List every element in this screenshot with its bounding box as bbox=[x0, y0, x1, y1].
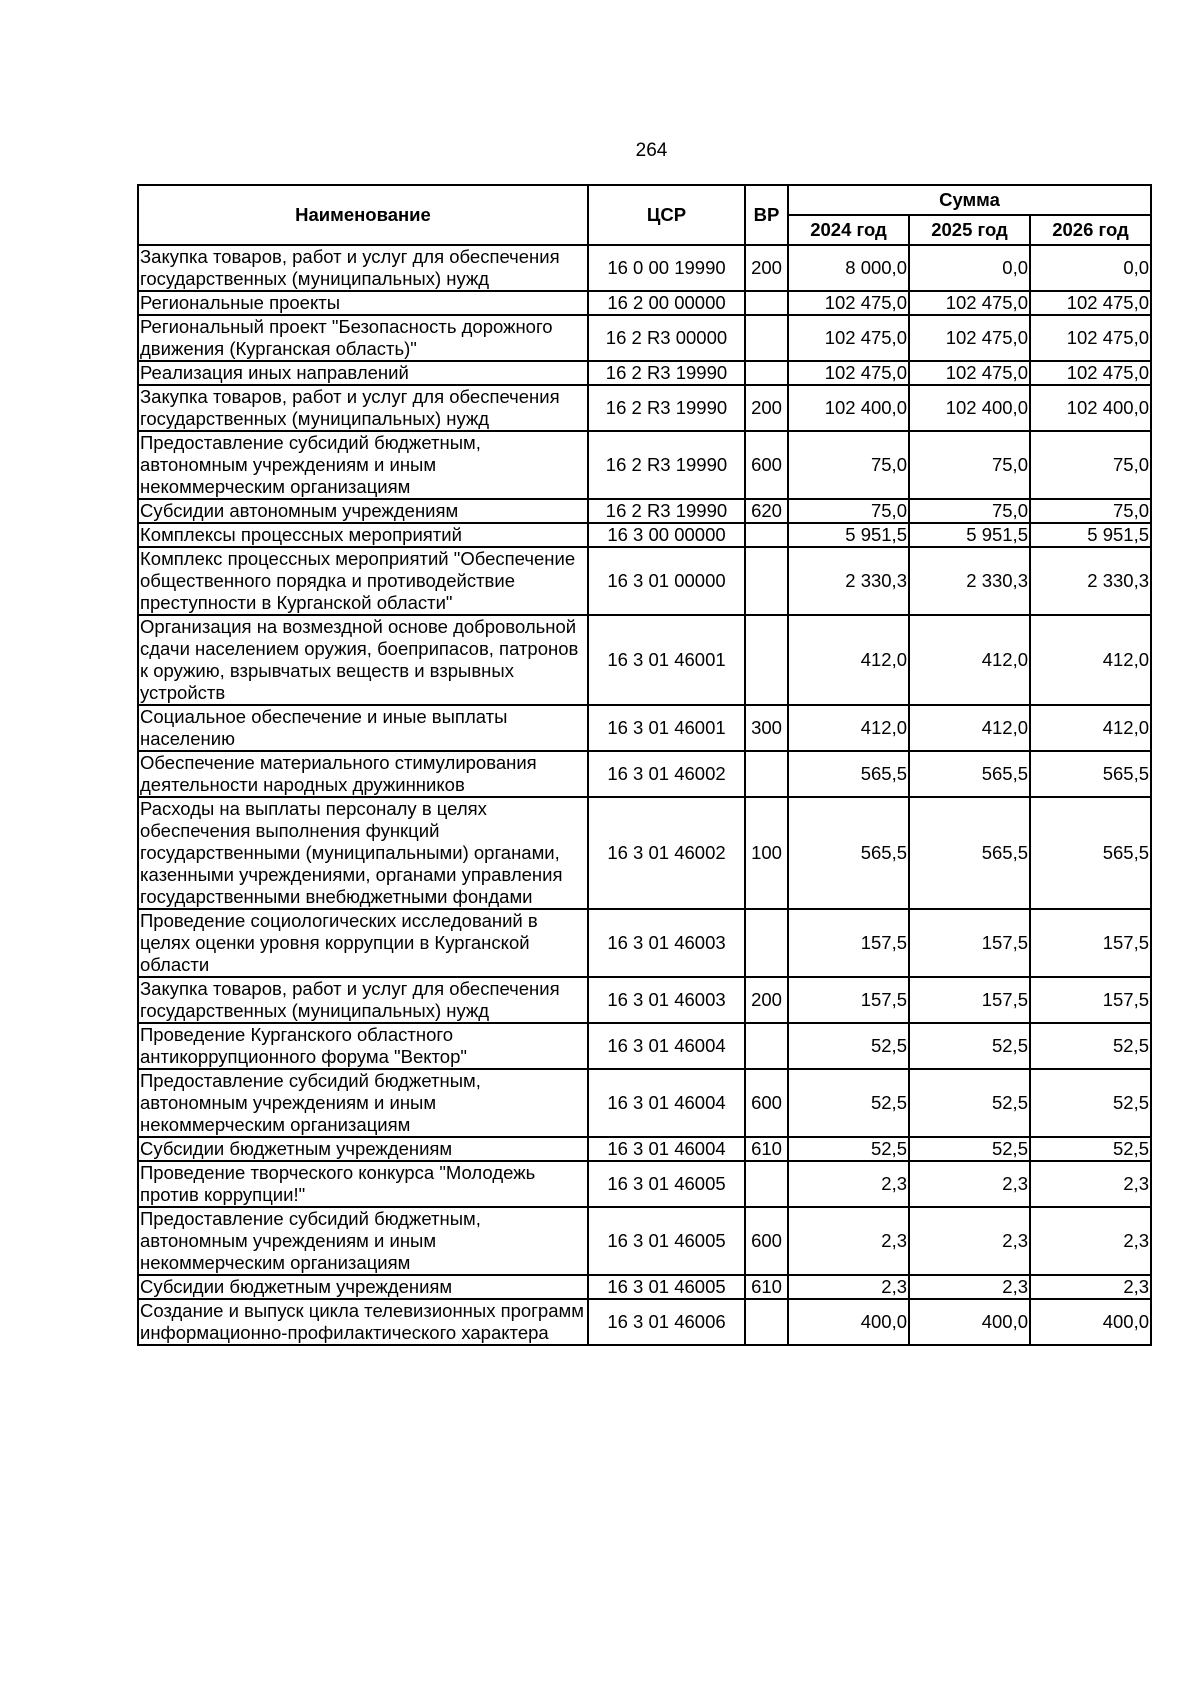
table-row bbox=[138, 705, 1151, 751]
row-2026-cell: 2,3 bbox=[1030, 1207, 1151, 1275]
row-csr-cell: 16 2 R3 19990 bbox=[588, 499, 745, 523]
row-2026-cell: 75,0 bbox=[1030, 431, 1151, 499]
row-vr-cell bbox=[745, 315, 788, 361]
row-name-cell: Закупка товаров, работ и услуг для обеспечения государственных (муниципальных) нужд bbox=[138, 977, 588, 1023]
row-vr-cell: 300 bbox=[745, 705, 788, 751]
row-2026-cell: 565,5 bbox=[1030, 751, 1151, 797]
table-row bbox=[138, 1069, 1151, 1137]
row-2025-cell: 400,0 bbox=[909, 1299, 1030, 1345]
table-row bbox=[138, 909, 1151, 977]
row-2024-cell: 5 951,5 bbox=[788, 523, 909, 547]
row-2024-cell: 157,5 bbox=[788, 977, 909, 1023]
row-2025-cell: 5 951,5 bbox=[909, 523, 1030, 547]
table-row bbox=[138, 291, 1151, 315]
row-name-cell: Комплексы процессных мероприятий bbox=[138, 523, 588, 547]
row-2025-cell: 2,3 bbox=[909, 1275, 1030, 1299]
row-2025-cell: 102 475,0 bbox=[909, 315, 1030, 361]
row-2024-cell: 102 475,0 bbox=[788, 291, 909, 315]
row-vr-cell bbox=[745, 751, 788, 797]
row-csr-cell: 16 3 01 46001 bbox=[588, 705, 745, 751]
table-row bbox=[138, 797, 1151, 909]
row-2024-cell: 412,0 bbox=[788, 705, 909, 751]
budget-table bbox=[137, 184, 1152, 1346]
row-2024-cell: 102 400,0 bbox=[788, 385, 909, 431]
row-2025-cell: 75,0 bbox=[909, 431, 1030, 499]
table-row bbox=[138, 1023, 1151, 1069]
row-2026-cell: 75,0 bbox=[1030, 499, 1151, 523]
row-2024-cell: 52,5 bbox=[788, 1137, 909, 1161]
page-number: 264 bbox=[635, 140, 668, 161]
row-2026-cell: 412,0 bbox=[1030, 705, 1151, 751]
row-name-cell: Организация на возмездной основе добровольной сдачи населением оружия, боеприпасов, патронов к оружию, взрывчатых веществ и взрывных устройств bbox=[138, 615, 588, 705]
row-vr-cell: 610 bbox=[745, 1275, 788, 1299]
row-2025-cell: 102 400,0 bbox=[909, 385, 1030, 431]
row-name-cell: Социальное обеспечение и иные выплаты населению bbox=[138, 705, 588, 751]
table-row bbox=[138, 1275, 1151, 1299]
row-csr-cell: 16 3 01 46002 bbox=[588, 751, 745, 797]
row-vr-cell: 620 bbox=[745, 499, 788, 523]
row-name-cell: Обеспечение материального стимулирования деятельности народных дружинников bbox=[138, 751, 588, 797]
row-csr-cell: 16 3 01 46003 bbox=[588, 977, 745, 1023]
row-csr-cell: 16 2 R3 19990 bbox=[588, 361, 745, 385]
row-2024-cell: 412,0 bbox=[788, 615, 909, 705]
table-row bbox=[138, 245, 1151, 291]
row-2024-cell: 565,5 bbox=[788, 797, 909, 909]
row-2026-cell: 102 475,0 bbox=[1030, 361, 1151, 385]
row-2026-cell: 52,5 bbox=[1030, 1137, 1151, 1161]
row-2025-cell: 2,3 bbox=[909, 1161, 1030, 1207]
row-csr-cell: 16 2 R3 00000 bbox=[588, 315, 745, 361]
row-2024-cell: 102 475,0 bbox=[788, 361, 909, 385]
row-name-cell: Проведение творческого конкурса "Молодежь против коррупции!" bbox=[138, 1161, 588, 1207]
header-name: Наименование bbox=[138, 185, 588, 245]
row-2026-cell: 2 330,3 bbox=[1030, 547, 1151, 615]
row-vr-cell bbox=[745, 361, 788, 385]
table-row bbox=[138, 499, 1151, 523]
row-name-cell: Предоставление субсидий бюджетным, автономным учреждениям и иным некоммерческим организациям bbox=[138, 1207, 588, 1275]
row-2024-cell: 2 330,3 bbox=[788, 547, 909, 615]
row-2026-cell: 412,0 bbox=[1030, 615, 1151, 705]
row-2026-cell: 157,5 bbox=[1030, 977, 1151, 1023]
row-vr-cell: 600 bbox=[745, 1069, 788, 1137]
row-2025-cell: 102 475,0 bbox=[909, 291, 1030, 315]
row-2026-cell: 157,5 bbox=[1030, 909, 1151, 977]
row-2024-cell: 400,0 bbox=[788, 1299, 909, 1345]
row-csr-cell: 16 2 R3 19990 bbox=[588, 431, 745, 499]
row-csr-cell: 16 3 01 46001 bbox=[588, 615, 745, 705]
table-body bbox=[138, 245, 1151, 1345]
row-2025-cell: 157,5 bbox=[909, 909, 1030, 977]
row-name-cell: Субсидии бюджетным учреждениям bbox=[138, 1275, 588, 1299]
row-2024-cell: 8 000,0 bbox=[788, 245, 909, 291]
row-vr-cell: 200 bbox=[745, 245, 788, 291]
row-2025-cell: 2 330,3 bbox=[909, 547, 1030, 615]
row-name-cell: Расходы на выплаты персоналу в целях обеспечения выполнения функций государственными (муниципальными) органами, казенными учреждениями, органами управления государственными внебюджетными фондами bbox=[138, 797, 588, 909]
row-2026-cell: 400,0 bbox=[1030, 1299, 1151, 1345]
row-vr-cell bbox=[745, 547, 788, 615]
row-2025-cell: 75,0 bbox=[909, 499, 1030, 523]
row-2024-cell: 565,5 bbox=[788, 751, 909, 797]
header-csr: ЦСР bbox=[588, 185, 745, 245]
row-2024-cell: 102 475,0 bbox=[788, 315, 909, 361]
row-2024-cell: 52,5 bbox=[788, 1069, 909, 1137]
row-name-cell: Закупка товаров, работ и услуг для обеспечения государственных (муниципальных) нужд bbox=[138, 245, 588, 291]
row-2026-cell: 2,3 bbox=[1030, 1161, 1151, 1207]
header-sum: Сумма bbox=[788, 185, 1151, 215]
table-row bbox=[138, 523, 1151, 547]
row-vr-cell bbox=[745, 909, 788, 977]
row-2026-cell: 5 951,5 bbox=[1030, 523, 1151, 547]
row-name-cell: Комплекс процессных мероприятий "Обеспечение общественного порядка и противодействие преступности в Курганской области" bbox=[138, 547, 588, 615]
row-2025-cell: 412,0 bbox=[909, 705, 1030, 751]
row-2025-cell: 157,5 bbox=[909, 977, 1030, 1023]
row-csr-cell: 16 3 01 46004 bbox=[588, 1137, 745, 1161]
row-csr-cell: 16 0 00 19990 bbox=[588, 245, 745, 291]
row-name-cell: Субсидии автономным учреждениям bbox=[138, 499, 588, 523]
row-name-cell: Закупка товаров, работ и услуг для обеспечения государственных (муниципальных) нужд bbox=[138, 385, 588, 431]
row-csr-cell: 16 3 01 46005 bbox=[588, 1161, 745, 1207]
row-2025-cell: 0,0 bbox=[909, 245, 1030, 291]
row-vr-cell: 610 bbox=[745, 1137, 788, 1161]
row-2026-cell: 52,5 bbox=[1030, 1069, 1151, 1137]
row-name-cell: Предоставление субсидий бюджетным, автономным учреждениям и иным некоммерческим организациям bbox=[138, 431, 588, 499]
row-csr-cell: 16 3 01 00000 bbox=[588, 547, 745, 615]
table-row bbox=[138, 1137, 1151, 1161]
row-2025-cell: 52,5 bbox=[909, 1023, 1030, 1069]
table-row bbox=[138, 751, 1151, 797]
row-2024-cell: 2,3 bbox=[788, 1161, 909, 1207]
table-row bbox=[138, 385, 1151, 431]
row-2026-cell: 102 475,0 bbox=[1030, 291, 1151, 315]
row-vr-cell: 100 bbox=[745, 797, 788, 909]
row-vr-cell bbox=[745, 615, 788, 705]
row-name-cell: Реализация иных направлений bbox=[138, 361, 588, 385]
row-csr-cell: 16 3 01 46002 bbox=[588, 797, 745, 909]
row-2025-cell: 565,5 bbox=[909, 797, 1030, 909]
row-2025-cell: 52,5 bbox=[909, 1137, 1030, 1161]
row-name-cell: Создание и выпуск цикла телевизионных программ информационно-профилактического характера bbox=[138, 1299, 588, 1345]
row-vr-cell: 600 bbox=[745, 431, 788, 499]
row-2026-cell: 102 400,0 bbox=[1030, 385, 1151, 431]
row-name-cell: Субсидии бюджетным учреждениям bbox=[138, 1137, 588, 1161]
row-csr-cell: 16 2 R3 19990 bbox=[588, 385, 745, 431]
row-vr-cell bbox=[745, 1299, 788, 1345]
header-year-2026: 2026 год bbox=[1030, 215, 1151, 245]
table-row bbox=[138, 615, 1151, 705]
row-2024-cell: 2,3 bbox=[788, 1207, 909, 1275]
table-row bbox=[138, 361, 1151, 385]
row-2024-cell: 2,3 bbox=[788, 1275, 909, 1299]
row-2026-cell: 2,3 bbox=[1030, 1275, 1151, 1299]
row-2025-cell: 102 475,0 bbox=[909, 361, 1030, 385]
row-name-cell: Региональный проект "Безопасность дорожного движения (Курганская область)" bbox=[138, 315, 588, 361]
row-2025-cell: 52,5 bbox=[909, 1069, 1030, 1137]
row-name-cell: Предоставление субсидий бюджетным, автономным учреждениям и иным некоммерческим организациям bbox=[138, 1069, 588, 1137]
header-row bbox=[138, 185, 1151, 215]
table-row bbox=[138, 547, 1151, 615]
row-csr-cell: 16 3 01 46005 bbox=[588, 1275, 745, 1299]
table-row bbox=[138, 1207, 1151, 1275]
row-2024-cell: 75,0 bbox=[788, 431, 909, 499]
table-row bbox=[138, 1161, 1151, 1207]
row-vr-cell: 600 bbox=[745, 1207, 788, 1275]
row-name-cell: Проведение социологических исследований в целях оценки уровня коррупции в Курганской области bbox=[138, 909, 588, 977]
row-csr-cell: 16 3 01 46004 bbox=[588, 1023, 745, 1069]
table-row bbox=[138, 977, 1151, 1023]
row-2026-cell: 565,5 bbox=[1030, 797, 1151, 909]
row-csr-cell: 16 3 01 46004 bbox=[588, 1069, 745, 1137]
row-csr-cell: 16 3 00 00000 bbox=[588, 523, 745, 547]
row-vr-cell bbox=[745, 1161, 788, 1207]
row-vr-cell: 200 bbox=[745, 385, 788, 431]
row-2026-cell: 52,5 bbox=[1030, 1023, 1151, 1069]
row-vr-cell: 200 bbox=[745, 977, 788, 1023]
row-name-cell: Проведение Курганского областного антикоррупционного форума "Вектор" bbox=[138, 1023, 588, 1069]
row-csr-cell: 16 3 01 46005 bbox=[588, 1207, 745, 1275]
row-2024-cell: 52,5 bbox=[788, 1023, 909, 1069]
row-vr-cell bbox=[745, 291, 788, 315]
table-row bbox=[138, 431, 1151, 499]
row-2025-cell: 412,0 bbox=[909, 615, 1030, 705]
row-name-cell: Региональные проекты bbox=[138, 291, 588, 315]
row-2024-cell: 75,0 bbox=[788, 499, 909, 523]
row-vr-cell bbox=[745, 523, 788, 547]
header-year-2025: 2025 год bbox=[909, 215, 1030, 245]
row-csr-cell: 16 3 01 46006 bbox=[588, 1299, 745, 1345]
table-row bbox=[138, 1299, 1151, 1345]
row-2025-cell: 2,3 bbox=[909, 1207, 1030, 1275]
table-row bbox=[138, 315, 1151, 361]
row-2026-cell: 0,0 bbox=[1030, 245, 1151, 291]
header-vr: ВР bbox=[745, 185, 788, 245]
row-csr-cell: 16 3 01 46003 bbox=[588, 909, 745, 977]
header-year-2024: 2024 год bbox=[788, 215, 909, 245]
row-2024-cell: 157,5 bbox=[788, 909, 909, 977]
row-2025-cell: 565,5 bbox=[909, 751, 1030, 797]
row-2026-cell: 102 475,0 bbox=[1030, 315, 1151, 361]
row-vr-cell bbox=[745, 1023, 788, 1069]
row-csr-cell: 16 2 00 00000 bbox=[588, 291, 745, 315]
